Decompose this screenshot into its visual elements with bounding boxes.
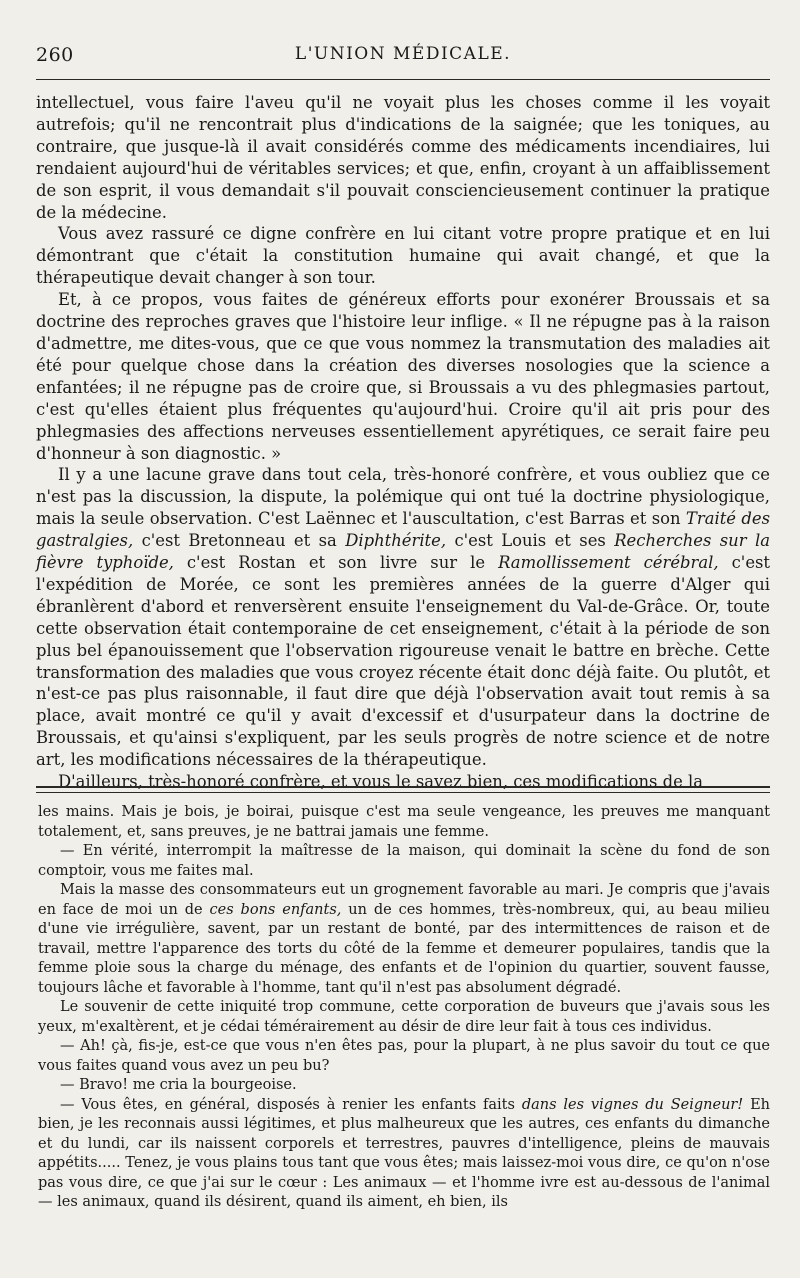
book-title: Recherches sur la fièvre typhoïde, — [36, 531, 770, 573]
header-rule — [36, 79, 770, 80]
section-divider — [36, 786, 770, 788]
emphasis: ces bons enfants, — [209, 901, 342, 918]
book-title: Traité des gastralgies, — [36, 509, 770, 551]
paragraph — [38, 1096, 770, 1213]
paragraph: Vous avez rassuré ce digne confrère en lui citant votre propre pratique et en lui démontrant que c'était la constitution humaine qui avait changé, et que la thérapeutique devait changer à son tour. — [36, 224, 770, 288]
paragraph: — Bravo! me cria la bourgeoise. — [60, 1077, 297, 1093]
text-run: c'est Bretonneau et sa — [133, 531, 346, 551]
text-run: un de ces hommes, très-nombreux, qui, au beau milieu d'une vie irrégulière, savent, par un restant de bonté, par des intermittences de raison et de travail, mettre l'apparence des torts du côté de la femme et demeurer populaires, tandis que la femme ploie sous la charge du ménage, des enfants et de l'opinion du quartier, souvent fausse, toujours lâche et favorable à l'homme, tant qu'il n'est pas absolument dégradé. — [38, 901, 770, 996]
text-run: Eh bien, je les reconnais aussi légitimes, et plus malheureux que les autres, ces enfants du dimanche et du lundi, car ils naissent corporels et terrestres, pauvres d'intelligence, pleins de mauvais appétits..... Tenez, je vous plains tous tant que vous êtes; mais laissez-moi vous dire, ce qu'on n'ose pas vous dire, ce que j'ai sur le cœur : Les animaux — et l'homme ivre est au-dessous de l'animal — les animaux, quand ils désirent, quand ils aiment, eh bien, ils — [38, 1096, 770, 1210]
running-title: L'UNION MÉDICALE. — [294, 44, 512, 64]
paragraph: les mains. Mais je bois, je boirai, puisque c'est ma seule vengeance, les preuves me manquant totalement, et, sans preuves, je ne battrai jamais une femme. — [38, 804, 770, 840]
paragraph: Le souvenir de cette iniquité trop commune, cette corporation de buveurs que j'avais sous les yeux, m'exaltèrent, et je cédai témérairement au désir de dire leur fait à tous ces individus. — [38, 999, 770, 1035]
text-run: c'est Louis et ses — [446, 531, 615, 551]
main-text — [36, 92, 770, 793]
paragraph: intellectuel, vous faire l'aveu qu'il ne voyait plus les choses comme il les voyait autrefois; qu'il ne rencontrait plus d'indications de la saignée; que les toniques, au contraire, que jusque-là il avait considérés comme des médicaments incendiaires, lui rendaient aujourd'hui de véritables services; et que, enfin, croyant à un affaiblissement de son esprit, il vous demandait s'il pouvait consciencieusement continuer la pratique de la médecine. — [36, 93, 770, 222]
text-run: Mais la masse des consommateurs eut un grognement favorable au mari. Je compris que j'avais en face de moi un de — [38, 882, 770, 918]
text-run: — Vous êtes, en général, disposés à renier les enfants faits — [60, 1096, 522, 1113]
paragraph — [38, 881, 770, 998]
text-run: Il y a une lacune grave dans tout cela, très-honoré confrère, et vous oubliez que ce n'est pas la discussion, la dispute, la polémique qui ont tué la doctrine physiologique, mais la seule observation. C'est Laënnec et l'auscultation, c'est Barras et son — [36, 465, 770, 529]
emphasis: dans les vignes du Seigneur! — [521, 1096, 744, 1113]
text-run: c'est Rostan et son livre sur le — [173, 553, 499, 573]
page-header — [36, 44, 770, 74]
text-run: c'est l'expédition de Morée, ce sont les premières années de la guerre d'Alger qui ébranlèrent d'abord et renversèrent ensuite l'enseignement du Val-de-Grâce. Or, toute cette observation était contemporaine de cet enseignement, c'était à la période de son plus bel épanouissement que l'observation rigoureuse venait le battre en brèche. Cette transformation des maladies que vous croyez récente était donc déjà faite. Ou plutôt, et n'est-ce pas plus raisonnable, il faut dire que déjà l'observation avait tout remis à sa place, avait montré ce qu'il y avait d'excessif et d'usurpateur dans la doctrine de Broussais, et qu'ainsi s'expliquent, par les seuls progrès de notre science et de notre art, les modifications nécessaires de la thérapeutique. — [36, 553, 771, 770]
book-title: Ramollissement cérébral, — [498, 553, 719, 573]
paragraph: Et, à ce propos, vous faites de généreux efforts pour exonérer Broussais et sa doctrine des reproches graves que l'histoire leur inflige. « Il ne répugne pas à la raison d'admettre, me dites-vous, que ce que vous nommez la transmutation des maladies ait été pour quelque chose dans la création des diverses nosologies que la science a enfantées; il ne répugne pas de croire que, si Broussais a vu des phlegmasies partout, c'est qu'elles étaient plus fréquentes qu'aujourd'hui. Croire qu'il ait pris pour des phlegmasies des affections nerveuses essentiellement apyrétiques, ce serait faire peu d'honneur à son diagnostic. » — [36, 290, 770, 463]
page-number: 260 — [36, 44, 74, 66]
section-divider — [36, 792, 770, 793]
book-title: Diphthérite, — [345, 531, 447, 551]
paragraph — [36, 464, 770, 771]
paragraph: — En vérité, interrompit la maîtresse de la maison, qui dominait la scène du fond de son comptoir, vous me faites mal. — [38, 843, 770, 879]
paragraph: D'ailleurs, très-honoré confrère, et vous le savez bien, ces modifications de la — [58, 772, 704, 792]
paragraph: — Ah! çà, fis-je, est-ce que vous n'en êtes pas, pour la plupart, à ne plus savoir du tout ce que vous faites quand vous avez un peu bu? — [38, 1038, 770, 1074]
feuilleton-text — [38, 803, 770, 1213]
